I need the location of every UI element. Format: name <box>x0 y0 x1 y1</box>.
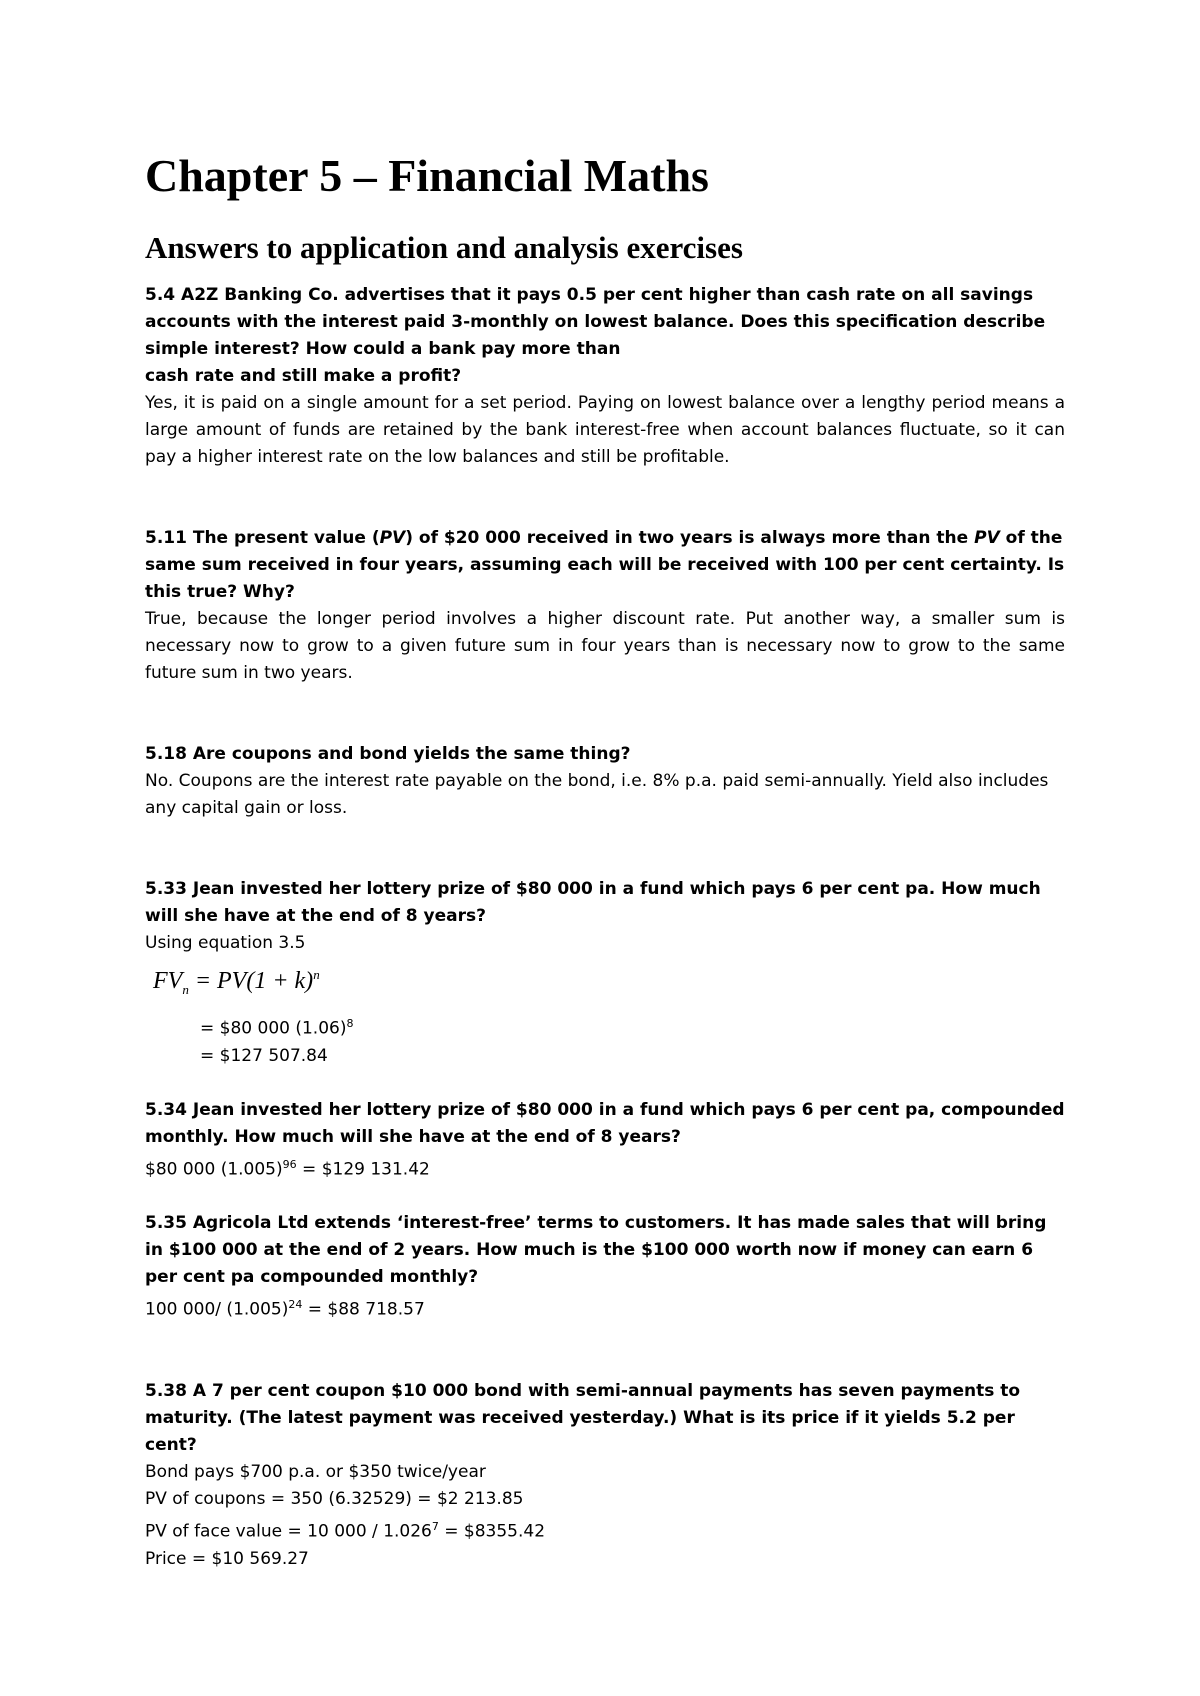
answer-5-33-line1: Using equation 3.5 <box>145 933 306 954</box>
equation-fv-sup: n <box>313 967 320 983</box>
section-subtitle: Answers to application and analysis exercises <box>145 229 743 265</box>
answer-5-38-line3-sup: 7 <box>431 1519 439 1533</box>
answer-5-33-line3: = $127 507.84 <box>200 1045 328 1066</box>
answer-5-34-sup: 96 <box>282 1157 297 1171</box>
exercise-5-11 <box>145 525 1065 687</box>
answer-5-35-b: = $88 718.57 <box>302 1299 425 1320</box>
answer-5-38-line3-a: PV of face value = 10 000 / 1.026 <box>145 1521 432 1542</box>
question-5-4-line2: cash rate and still make a profit? <box>145 366 462 387</box>
exercise-5-38 <box>145 1378 1065 1573</box>
answer-5-38-line2: PV of coupons = 350 (6.32529) = $2 213.85 <box>145 1488 524 1509</box>
answer-5-33-line2 <box>145 1010 1065 1043</box>
exercise-5-35 <box>145 1210 1065 1324</box>
answer-5-38-line1: Bond pays $700 p.a. or $350 twice/year <box>145 1461 486 1482</box>
answer-5-34 <box>145 1151 1065 1184</box>
answer-5-33-line2-sup: 8 <box>346 1016 354 1030</box>
question-5-38: 5.38 A 7 per cent coupon $10 000 bond with semi-annual payments has seven payments to maturity. (The latest payment was received yesterday.) What is its price if it yields 5.2 per cent? <box>145 1380 1021 1455</box>
answer-5-34-b: = $129 131.42 <box>296 1159 430 1180</box>
equation-fv-sub: n <box>182 981 189 997</box>
equation-fv <box>153 959 1065 1006</box>
answer-5-38-line3-b: = $8355.42 <box>438 1521 546 1542</box>
document-content <box>145 150 1065 1573</box>
question-5-11 <box>145 525 1065 606</box>
question-5-33: 5.33 Jean invested her lottery prize of $80 000 in a fund which pays 6 per cent pa. How much will she have at the end of 8 years? <box>145 879 1041 927</box>
answer-5-35 <box>145 1291 1065 1324</box>
question-5-4: 5.4 A2Z Banking Co. advertises that it pays 0.5 per cent higher than cash rate on all savings accounts with the interest paid 3-monthly on lowest balance. Does this specification describe simple interest? How could a bank pay more than <box>145 285 1046 360</box>
question-5-35: 5.35 Agricola Ltd extends ‘interest-free’ terms to customers. It has made sales that will bring in $100 000 at the end of 2 years. How much is the $100 000 worth now if money can earn 6 per cent pa compounded monthly? <box>145 1213 1047 1288</box>
exercise-5-18 <box>145 741 1065 822</box>
chapter-title: Chapter 5 – Financial Maths <box>145 150 709 201</box>
answer-5-33-line2-text: = $80 000 (1.06) <box>200 1018 347 1039</box>
answer-5-38-line4: Price = $10 569.27 <box>145 1548 309 1569</box>
answer-5-34-a: $80 000 (1.005) <box>145 1159 283 1180</box>
equation-fv-lhs: FV <box>153 968 183 995</box>
answer-5-38-line3 <box>145 1513 1065 1546</box>
exercise-5-4 <box>145 282 1065 471</box>
question-5-11-part2: ) of $20 000 received in two years is always more than the <box>405 528 975 549</box>
exercise-5-33 <box>145 876 1065 1069</box>
answer-5-11: True, because the longer period involves a higher discount rate. Put another way, a smaller sum is necessary now to grow to a given future sum in four years than is necessary now to grow to the same future sum in two years. <box>145 609 1065 684</box>
answer-5-35-sup: 24 <box>288 1298 303 1312</box>
equation-fv-rhs: = PV(1 + k) <box>188 968 314 995</box>
question-5-11-part1: 5.11 The present value ( <box>145 528 380 549</box>
question-5-11-pv1: PV <box>379 528 406 549</box>
question-5-34: 5.34 Jean invested her lottery prize of $80 000 in a fund which pays 6 per cent pa, compounded monthly. How much will she have at the end of 8 years? <box>145 1099 1065 1147</box>
question-5-11-part3: of the same sum received in four years, assuming each will be received with 100 per cent certainty. Is this true? Why? <box>145 528 1065 603</box>
answer-5-4: Yes, it is paid on a single amount for a set period. Paying on lowest balance over a lengthy period means a large amount of funds are retained by the bank interest-free when account balances fluctuate, so it can pay a higher interest rate on the low balances and still be profitable. <box>145 393 1065 468</box>
answer-5-18: No. Coupons are the interest rate payable on the bond, i.e. 8% p.a. paid semi-annually. Yield also includes any capital gain or loss. <box>145 771 1049 819</box>
answer-5-35-a: 100 000/ (1.005) <box>145 1299 289 1320</box>
question-5-18: 5.18 Are coupons and bond yields the same thing? <box>145 744 631 765</box>
question-5-11-pv2: PV <box>974 528 1000 549</box>
exercise-5-34 <box>145 1097 1065 1184</box>
